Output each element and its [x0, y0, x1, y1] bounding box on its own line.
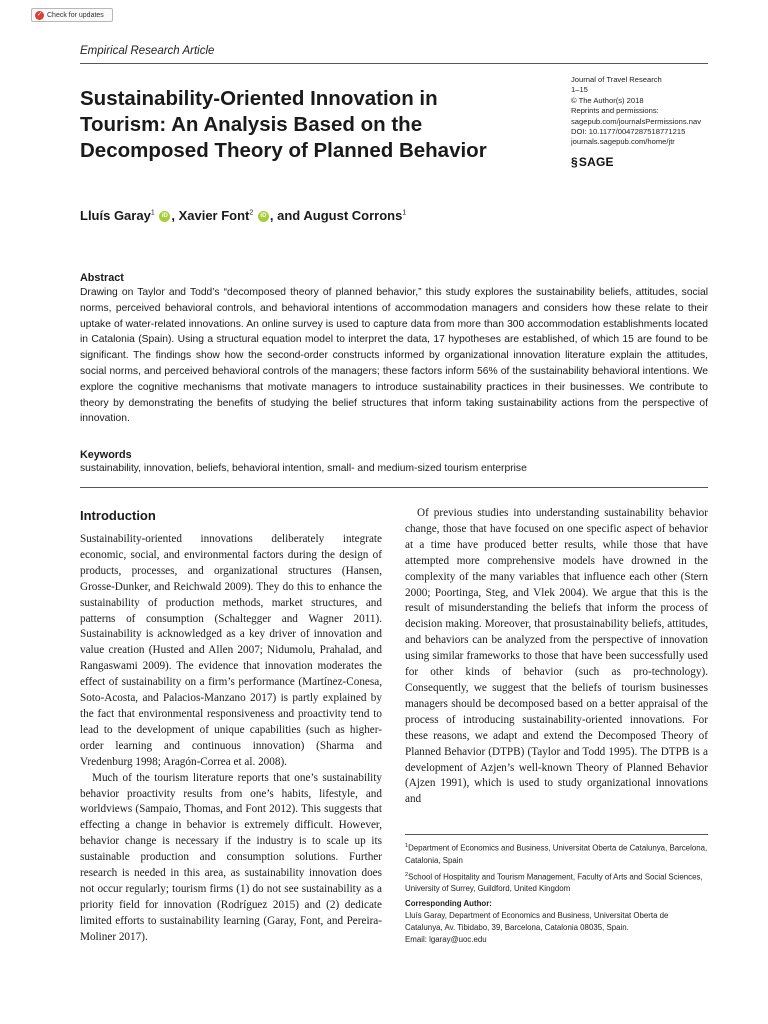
corresponding-heading: Corresponding Author: [405, 899, 492, 908]
author-separator: , and [269, 208, 304, 223]
footnote-divider [405, 834, 708, 835]
journal-home-link[interactable]: journals.sagepub.com/home/jtr [571, 137, 675, 147]
body-paragraph: Sustainability-oriented innovations deliberately integrate economic, social, and environmental factors during the design of products, processes, and organizational structures (Hansen, Grosse-Dunker, and Reichwald 2009). They do this to enhance the sustainability of production methods, market structures, and patterns of consumption (Schaltegger and Wagner 2011). Sustainability is acknowledged as a key driver of innovation and value creation (Husted and Allen 2007; Nidumolu, Prahalad, and Rangaswami 2009). The evidence that innovation moderates the effect of sustainability on a firm’s performance (Martínez-Conesa, Soto-Acosta, and Palacios-Manzano 2017) is partly explained by the fact that environmental responsiveness and proactivity tend to lead to the development of unique capabilities (such as higher-order learning and continuous innovation) (Sharma and Vredenburg 1998; Aragón-Correa et al. 2008). [80, 533, 382, 768]
author-name: Xavier Font [178, 208, 250, 223]
body-paragraph: Much of the tourism literature reports that one’s sustainability behavior proactivity results from one’s habits, lifestyle, and worldviews (Sampaio, Thomas, and Font 2012). This suggests that effecting a change in behavior is extremely difficult. However, behavior change is necessary if the industry is to scale up its sustainable production and consumption solutions. Further research is needed in this area, as sustainability innovation does not occur regularly; tourism firms (1) do not see sustainability as a priority field for innovation (Rodríguez 2015) and (2) dedicate limited efforts to sustainability learning (Garay, Font, and Pereira-Moliner 2017). [80, 771, 382, 943]
orcid-icon[interactable]: iD [159, 211, 170, 222]
author-affiliation-mark: 2 [249, 209, 254, 217]
body-column-right [405, 506, 708, 808]
corresponding-email[interactable]: Email: lgaray@uoc.edu [405, 935, 487, 944]
article-title [80, 86, 550, 164]
affiliation-item [405, 840, 708, 867]
doi[interactable]: DOI: 10.1177/0047287518771215 [571, 127, 686, 137]
introduction-heading: Introduction [80, 508, 156, 523]
header-divider [80, 63, 708, 64]
abstract-body: Drawing on Taylor and Todd’s “decomposed theory of planned behavior,” this study explores the sustainability beliefs, attitudes, social norms, perceived behavioral controls, and behavioral intentions of accommodation managers and considers how these relate to their uptake of water-related innovations. An online survey is used to capture data from more than 300 accommodation establishments located in Catalonia (Spain). Using a structural equation model to interpret the data, 17 hypotheses are established, of which 15 are found to be significant. The findings show how the second-order constructs informed by organizational innovation literature explain the attitudes, social norms, and perceived behavioral controls of the managers; these factors inform 56% of the sustainability behavioral intentions. We explore the cognitive mechanisms that motivate managers to introduce sustainability practices in their businesses. We contribute to theory by demonstrating the benefits of studying the belief structures that inform taking sustainability actions from the perspective of innovation. [80, 287, 708, 425]
orcid-icon[interactable]: iD [258, 211, 269, 222]
check-for-updates-badge[interactable] [31, 8, 113, 22]
author-separator: , [171, 208, 179, 223]
journal-metadata [571, 75, 721, 148]
author-name: August Corrons [303, 208, 403, 223]
keywords-heading: Keywords [80, 449, 132, 461]
title-line: Tourism: An Analysis Based on the [80, 113, 423, 136]
update-icon: ✓ [36, 11, 43, 18]
author-affiliation-mark: 1 [402, 209, 407, 217]
corresponding-author [405, 898, 708, 946]
affiliation-item [405, 869, 708, 896]
article-type: Empirical Research Article [80, 45, 215, 57]
copyright: © The Author(s) 2018 [571, 95, 644, 105]
sage-logo-icon: § [571, 155, 578, 169]
author-affiliation-mark: 1 [150, 209, 155, 217]
affiliation-text: Department of Economics and Business, Universitat Oberta de Catalunya, Barcelona, Catalonia, Spain [405, 843, 708, 865]
affiliation-mark: 2 [405, 871, 409, 878]
corresponding-address: Lluís Garay, Department of Economics and Business, Universitat Oberta de Catalunya, Av. Tibidabo, 39, Barcelona, Catalonia 08035, Spain. [405, 911, 669, 932]
keywords-section [80, 449, 708, 474]
author-name: Lluís Garay [80, 208, 151, 223]
abstract-section [80, 272, 708, 427]
title-line: Sustainability-Oriented Innovation in [80, 87, 438, 110]
permissions-link[interactable]: sagepub.com/journalsPermissions.nav [571, 116, 702, 126]
publisher-name: SAGE [578, 155, 614, 169]
page-range: 1–15 [571, 85, 588, 95]
keywords-list: sustainability, innovation, beliefs, behavioral intention, small- and medium-sized tourism enterprise [80, 463, 527, 474]
sage-logo [571, 155, 614, 169]
author-list [80, 208, 406, 223]
reprints-label: Reprints and permissions: [571, 106, 659, 116]
section-divider [80, 487, 708, 488]
journal-name: Journal of Travel Research [571, 75, 662, 84]
check-for-updates-label: Check for updates [47, 11, 104, 19]
affiliation-mark: 1 [405, 843, 409, 849]
affiliation-text: School of Hospitality and Tourism Management, Faculty of Arts and Social Sciences, University of Surrey, Guildford, United Kingdom [405, 872, 703, 894]
affiliations [405, 840, 708, 897]
body-paragraph: Of previous studies into understanding sustainability behavior change, those that have focused on one specific aspect of behavior at a time have produced better results, while those that have attempted more comprehensive models have drowned in the complexity of the many variables that influence each other (Stern 2000; Poortinga, Steg, and Vlek 2004). We argue that this is the result of misunderstanding the beliefs that inform the process of decision making. Moreover, that prosustainability beliefs, attitudes, and behaviors can be analyzed from the perspective of innovation using similar frameworks to those that have been successfully used for other kinds of behavior (such as pro-technology). Consequently, we suggest that the beliefs of tourism businesses managers should be decomposed based on a better appraisal of the process of introducing sustainability-oriented innovations. For these reasons, we adapt and extend the Decomposed Theory of Planned Behavior (DTPB) (Taylor and Todd 1995). The DTPB is a development of Azjen’s well-known Theory of Planned Behavior (Ajzen 1991), which is used to study organizational innovations and [405, 507, 708, 806]
abstract-heading: Abstract [80, 272, 124, 284]
body-column-left [80, 532, 382, 946]
title-line: Decomposed Theory of Planned Behavior [80, 139, 487, 162]
